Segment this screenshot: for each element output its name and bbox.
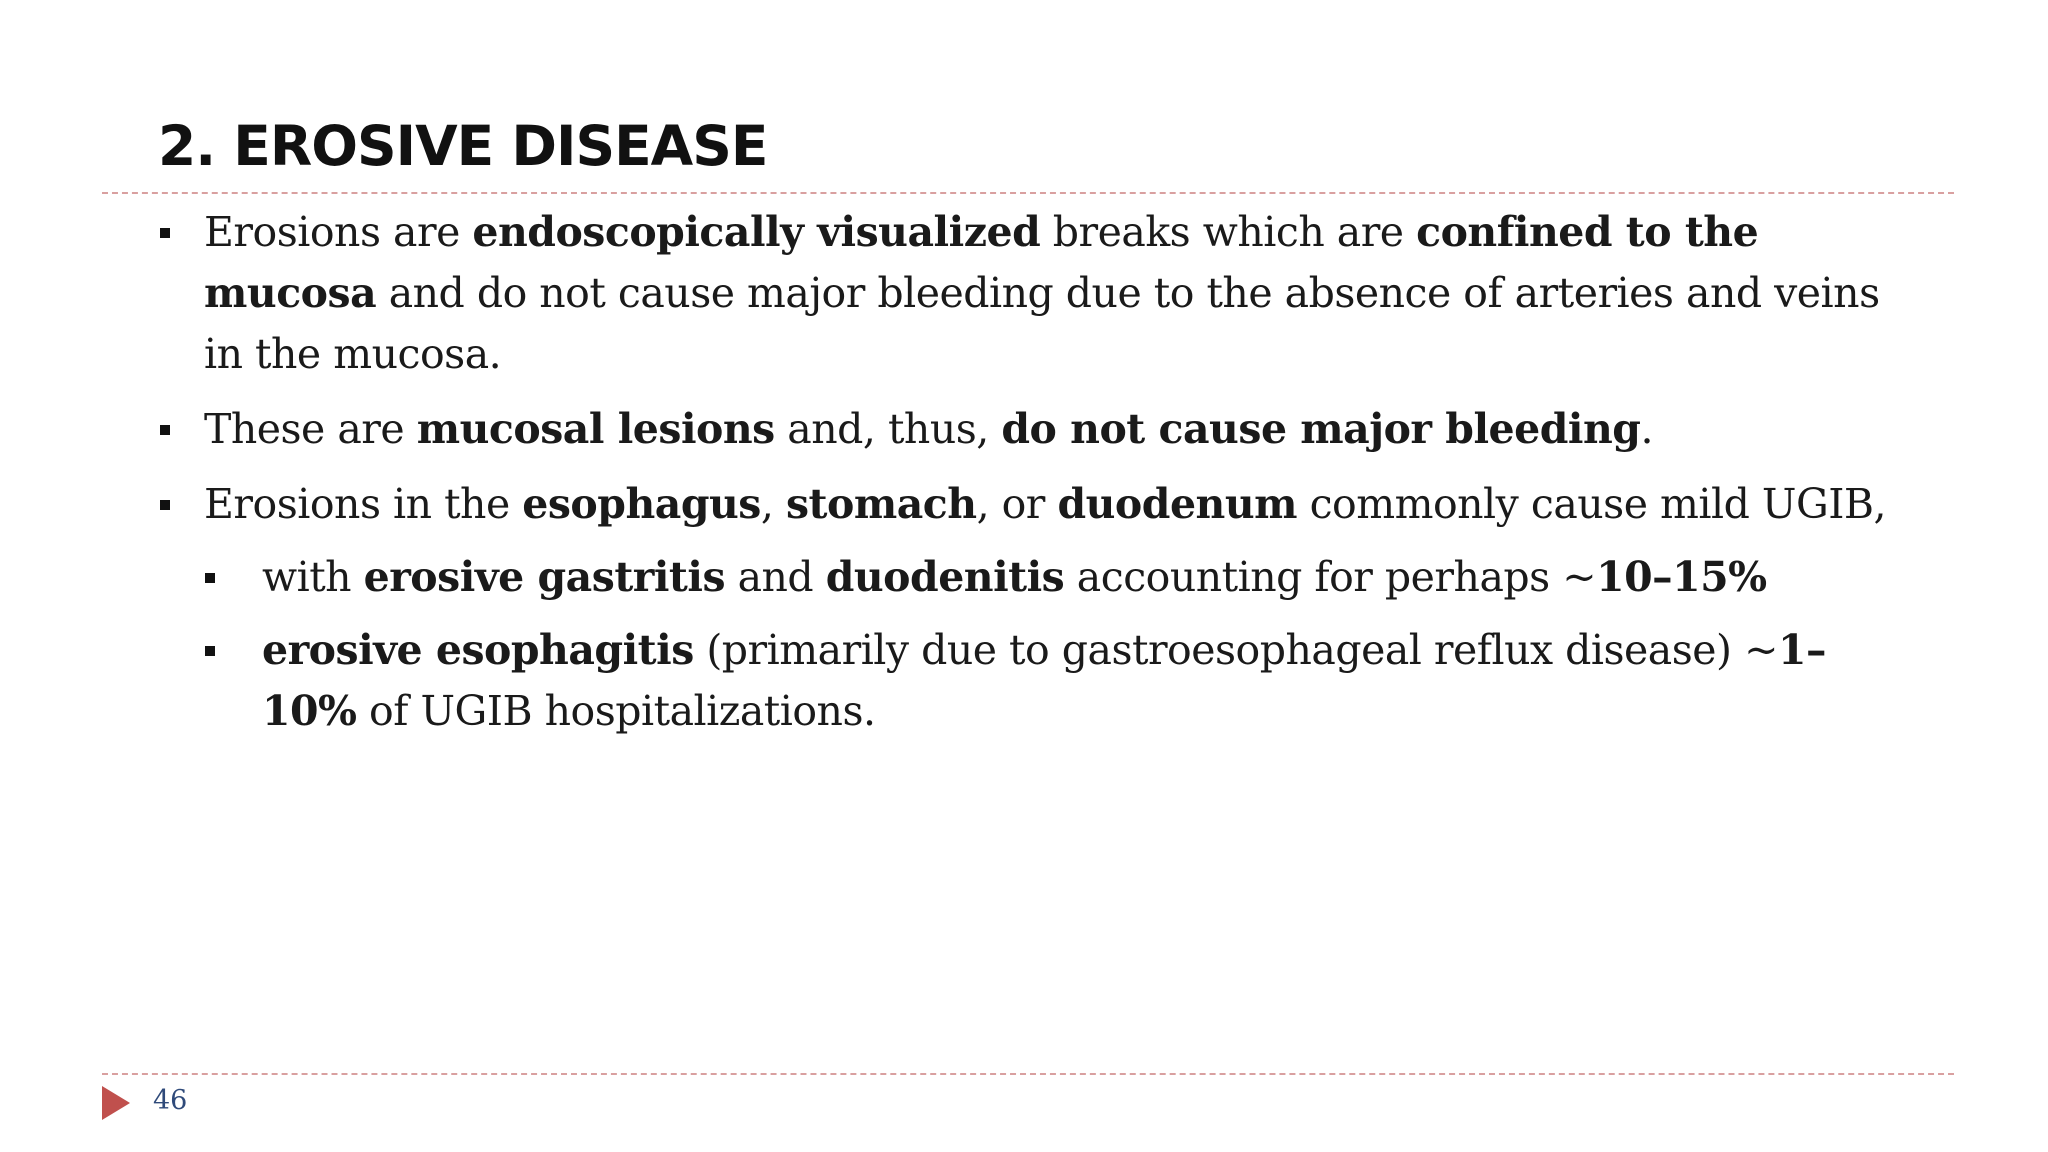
square-bullet-icon xyxy=(160,500,170,510)
text-segment: accounting for perhaps ~ xyxy=(1064,553,1597,601)
square-bullet-icon xyxy=(160,425,170,435)
bold-text-segment: do not cause major bleeding xyxy=(1001,405,1641,453)
bold-text-segment: duodenitis xyxy=(825,553,1065,601)
slide-title: 2. EROSIVE DISEASE xyxy=(158,114,768,178)
text-segment: , xyxy=(760,480,786,528)
square-bullet-icon xyxy=(205,646,215,656)
sub-bullet-item xyxy=(158,547,1918,608)
square-bullet-icon xyxy=(205,573,215,583)
text-segment: . xyxy=(1640,405,1653,453)
slide-body xyxy=(158,202,1918,742)
bold-text-segment: 1–10% xyxy=(262,626,1826,735)
bold-text-segment: endoscopically visualized xyxy=(472,208,1041,256)
title-divider xyxy=(102,192,1954,194)
text-segment: Erosions are xyxy=(204,208,473,256)
triangle-right-icon xyxy=(102,1086,130,1120)
bullet-item xyxy=(158,399,1918,460)
text-segment: commonly cause mild UGIB, xyxy=(1297,480,1887,528)
bold-text-segment: confined to the mucosa xyxy=(204,208,1759,317)
sub-bullet-item xyxy=(158,620,1918,742)
bold-text-segment: mucosal lesions xyxy=(416,405,775,453)
footer-divider xyxy=(102,1073,1954,1075)
square-bullet-icon xyxy=(160,228,170,238)
text-segment: breaks which are xyxy=(1040,208,1417,256)
bullet-item xyxy=(158,474,1918,535)
text-segment: These are xyxy=(204,405,417,453)
text-segment: and, thus, xyxy=(774,405,1002,453)
text-segment: Erosions in the xyxy=(204,480,523,528)
bold-text-segment: erosive gastritis xyxy=(363,553,726,601)
text-segment: and xyxy=(725,553,826,601)
text-segment: and do not cause major bleeding due to the absence of arteries and veins in the mucosa. xyxy=(204,269,1880,378)
page-number: 46 xyxy=(153,1085,188,1116)
bullet-item xyxy=(158,202,1918,385)
bold-text-segment: erosive esophagitis xyxy=(262,626,694,674)
text-segment: with xyxy=(262,553,364,601)
bold-text-segment: esophagus xyxy=(522,480,761,528)
bold-text-segment: 10–15% xyxy=(1596,553,1767,601)
text-segment: (primarily due to gastroesophageal reflux disease) ~ xyxy=(693,626,1778,674)
text-segment: , or xyxy=(976,480,1058,528)
bold-text-segment: stomach xyxy=(785,480,977,528)
text-segment: of UGIB hospitalizations. xyxy=(356,687,876,735)
bold-text-segment: duodenum xyxy=(1057,480,1298,528)
